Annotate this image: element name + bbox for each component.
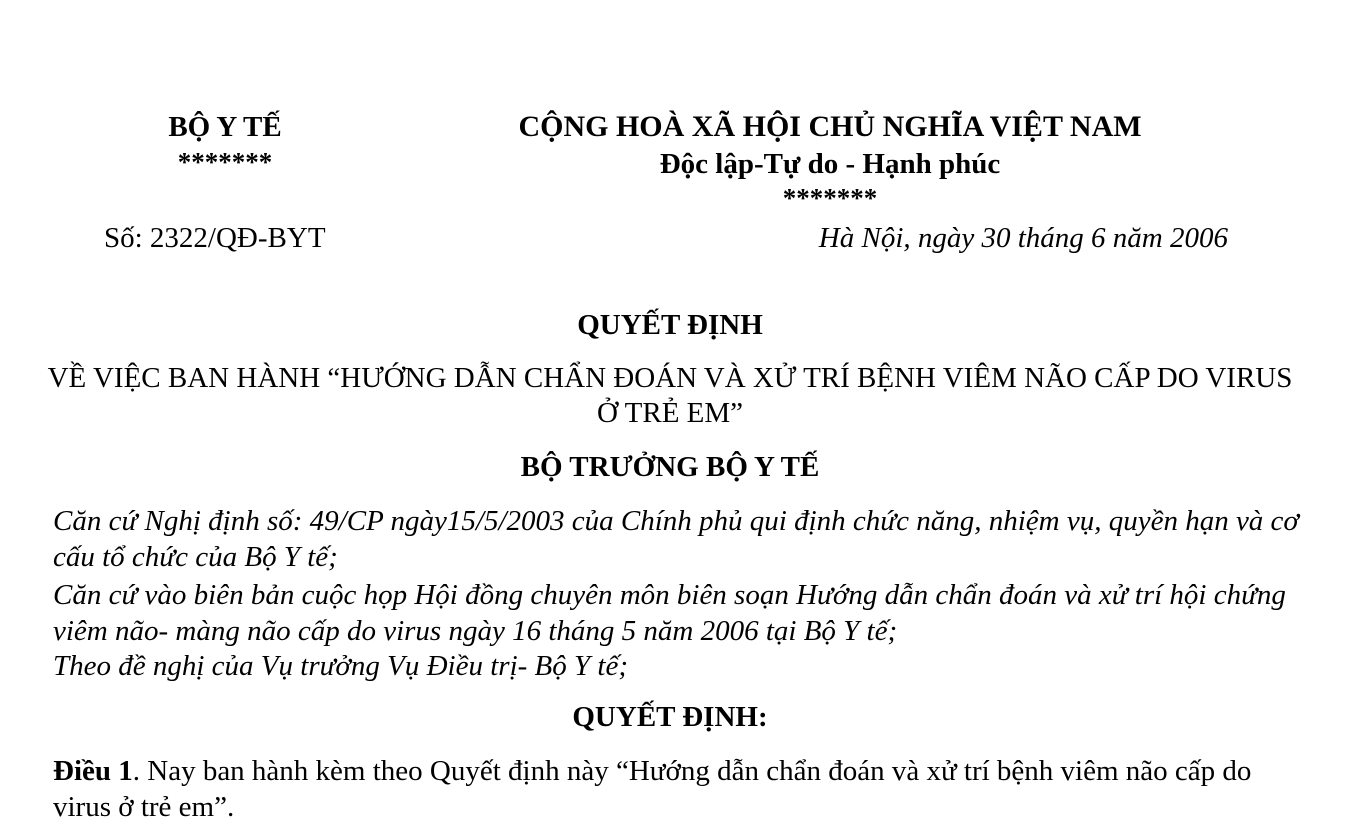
legal-basis-3: Theo đề nghị của Vụ trưởng Vụ Điều trị- Bộ Y tế; — [53, 650, 628, 682]
ministry-name: BỘ Y TẾ — [168, 111, 282, 143]
nation-divider-stars: ******* — [782, 183, 878, 213]
decision-subject: VỀ VIỆC BAN HÀNH “HƯỚNG DẪN CHẨN ĐOÁN VÀ XỬ TRÍ BỆNH VIÊM NÃO CẤP DO VIRUS Ở TRẺ EM” — [47, 362, 1293, 429]
national-motto: Độc lập-Tự do - Hạnh phúc — [659, 148, 1001, 180]
issuer-title: BỘ TRƯỞNG BỘ Y TẾ — [520, 451, 820, 483]
place-date: Hà Nội, ngày 30 tháng 6 năm 2006 — [818, 222, 1228, 254]
article-1-label: Điều 1 — [53, 755, 133, 787]
article-1-text: . Nay ban hành kèm theo Quyết định này “Hướng dẫn chẩn đoán và xử trí bệnh viêm não cấp do virus ở trẻ em”. — [53, 755, 1252, 823]
nation-name: CỘNG HOÀ XÃ HỘI CHỦ NGHĨA VIỆT NAM — [518, 110, 1142, 143]
legal-basis-1: Căn cứ Nghị định số: 49/CP ngày15/5/2003 của Chính phủ qui định chức năng, nhiệm vụ, quyền hạn và cơ cấu tổ chức của Bộ Y tế; — [53, 505, 1299, 573]
decision-title: QUYẾT ĐỊNH — [577, 309, 763, 341]
decides-heading: QUYẾT ĐỊNH: — [572, 701, 768, 733]
legal-basis-2: Căn cứ vào biên bản cuộc họp Hội đồng chuyên môn biên soạn Hướng dẫn chẩn đoán và xử trí hội chứng viêm não- màng não cấp do virus ngày 16 tháng 5 năm 2006 tại Bộ Y tế; — [53, 579, 1286, 647]
ministry-divider-stars: ******* — [177, 147, 273, 177]
document-number: Số: 2322/QĐ-BYT — [104, 222, 326, 254]
article-1 — [53, 753, 1303, 825]
